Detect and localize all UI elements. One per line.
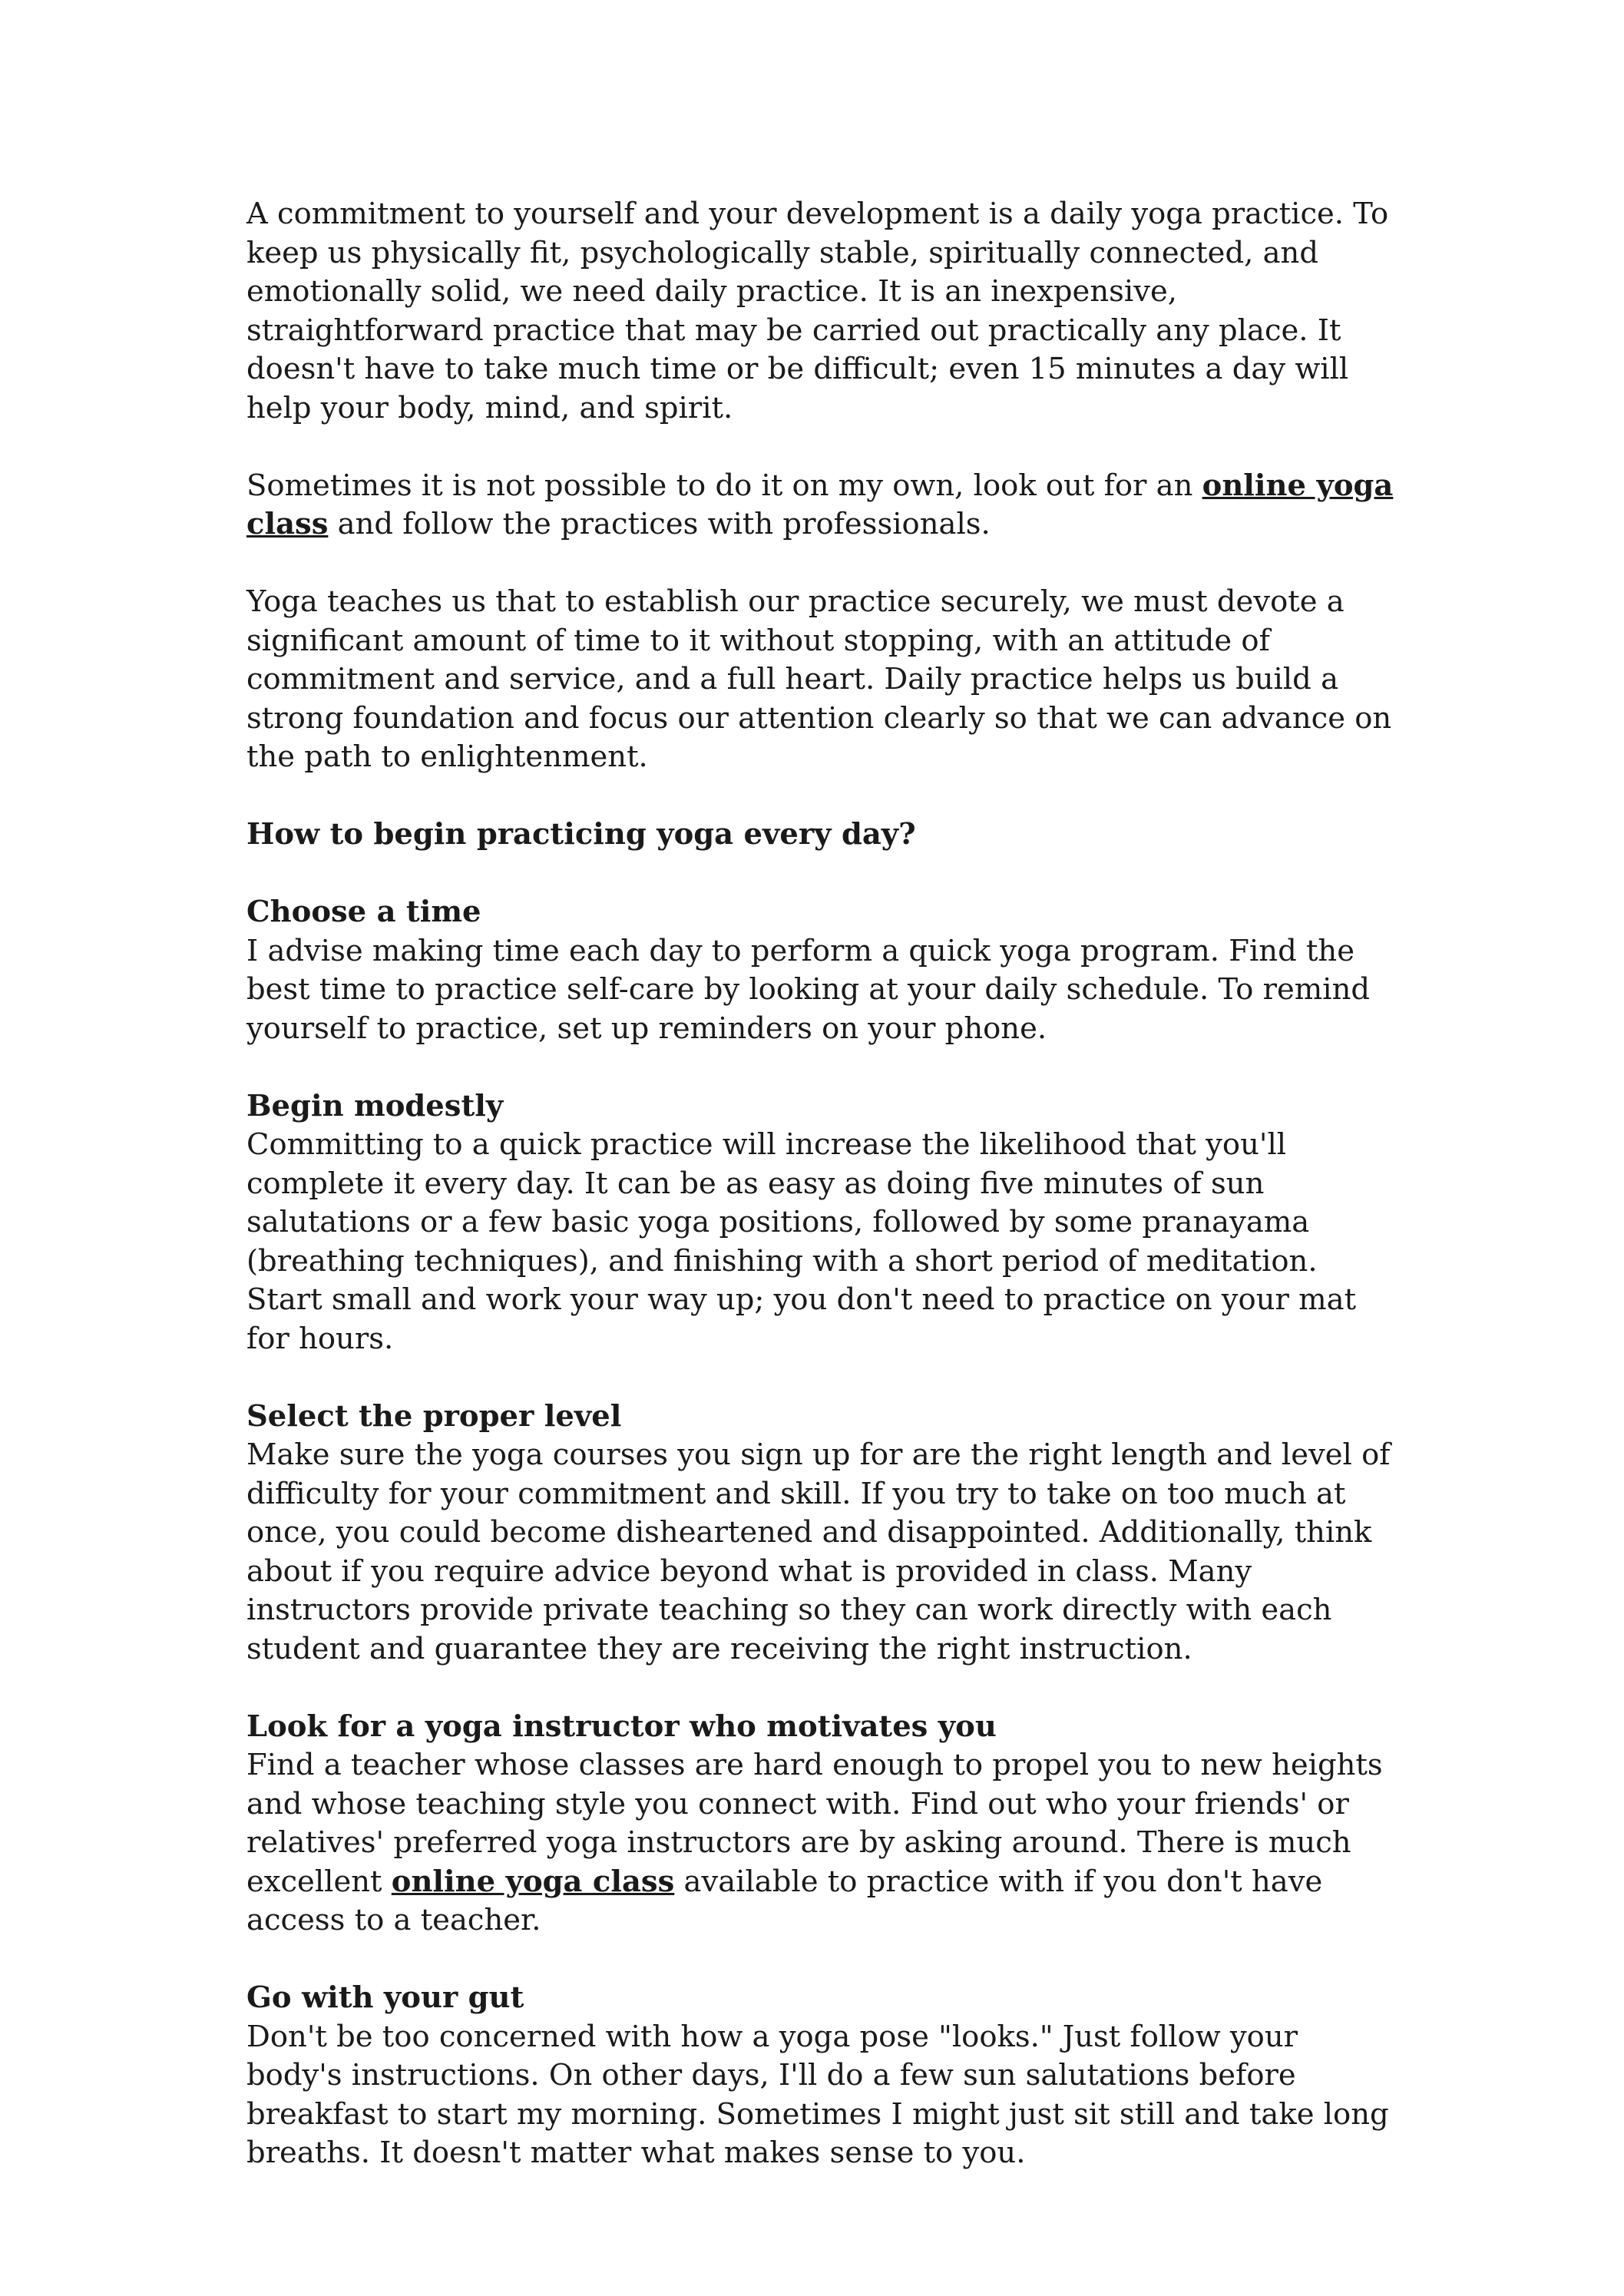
section-go-with-gut — [246, 1979, 1398, 2173]
online-class-text-before: Sometimes it is not possible to do it on my own, look out for an — [246, 468, 1202, 503]
section-heading: Select the proper level — [246, 1398, 622, 1434]
instructor-text-before: Find a teacher whose classes are hard enough to propel you to new heights and whose teaching style you connect with. Find out who your friends' or relatives' preferred yoga instructors are by asking around. There is much excellent — [246, 1748, 1383, 1899]
section-body — [246, 1746, 1398, 1940]
online-yoga-class-link-2[interactable]: online yoga class — [391, 1864, 675, 1899]
section-body: Make sure the yoga courses you sign up for are the right length and level of difficulty for your commitment and skill. If you try to take on too much at once, you could become disheartened and disappointed. Additionally, think about if you require advice beyond what is provided in class. Many instructors provide private teaching so they can work directly with each student and guarantee they are receiving the right instruction. — [246, 1437, 1391, 1666]
section-select-level — [246, 1398, 1398, 1669]
section-heading: Begin modestly — [246, 1088, 504, 1123]
main-heading: How to begin practicing yoga every day? — [246, 817, 916, 852]
section-body: Committing to a quick practice will increase the likelihood that you'll complete it every day. It can be as easy as doing five minutes of sun salutations or a few basic yoga positions, followed by some pranayama (breathing techniques), and finishing with a short period of meditation. Start small and work your way up; you don't need to practice on your mat for hours. — [246, 1127, 1357, 1356]
section-heading: Look for a yoga instructor who motivates you — [246, 1709, 997, 1744]
document-page — [246, 195, 1398, 2212]
online-class-text-after: and follow the practices with professionals. — [328, 507, 991, 541]
instructor-text-after: available to practice with if you don't have access to a teacher. — [246, 1864, 1323, 1937]
section-heading: Choose a time — [246, 895, 481, 929]
section-heading: Go with your gut — [246, 1980, 524, 2015]
intro-paragraph: A commitment to yourself and your development is a daily yoga practice. To keep us physically fit, psychologically stable, spiritually connected, and emotionally solid, we need daily practice. It is an inexpensive, straightforward practice that may be carried out practically any place. It doesn't have to take much time or be difficult; even 15 minutes a day will help your body, mind, and spirit. — [246, 197, 1389, 425]
online-class-paragraph — [246, 467, 1398, 544]
yoga-teaches-paragraph: Yoga teaches us that to establish our practice securely, we must devote a significant amount of time to it without stopping, with an attitude of commitment and service, and a full heart. Daily practice helps us build a strong foundation and focus our attention clearly so that we can advance on the path to enlightenment. — [246, 584, 1392, 774]
section-body: Don't be too concerned with how a yoga pose "looks." Just follow your body's instructions. On other days, I'll do a few sun salutations before breakfast to start my morning. Sometimes I might just sit still and take long breaths. It doesn't matter what makes sense to you. — [246, 2019, 1389, 2170]
section-begin-modestly — [246, 1087, 1398, 1359]
section-choose-time — [246, 893, 1398, 1048]
section-body: I advise making time each day to perform a quick yoga program. Find the best time to practice self-care by looking at your daily schedule. To remind yourself to practice, set up reminders on your phone. — [246, 933, 1371, 1046]
online-yoga-class-link[interactable]: online yoga class — [246, 468, 1394, 541]
section-instructor — [246, 1708, 1398, 1940]
